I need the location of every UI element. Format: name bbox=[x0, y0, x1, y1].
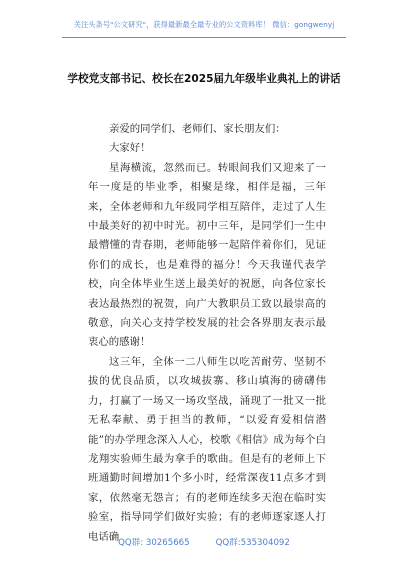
header-divider bbox=[62, 37, 346, 38]
greeting: 大家好！ bbox=[109, 142, 151, 155]
footer bbox=[0, 536, 408, 548]
header-banner: 关注头条号"公文研究"，获得最新最全最专业的公文资料库！ 微信：gongwenyj bbox=[73, 20, 335, 29]
document-title: 学校党支部书记、校长在2025届九年级毕业典礼上的讲话 bbox=[67, 73, 341, 85]
salutation: 亲爱的同学们、老师们、家长朋友们： bbox=[109, 123, 286, 135]
body-paragraph: 这三年，全体一二八师生以吃苦耐劳、坚韧不拔的优良品质，以攻城拔寨、移山填海的磅礴伟力，打赢了一场又一场攻坚战，涌现了一批又一批无私奉献、勇于担当的教师，“以爱育爱相信潜能”的办学理念深入人心，校歌《相信》成为每个白龙翔实验师生最为拿手的歌曲。但是有的老师上下班通勤时间增加1个多小时，经常深夜11点多才到家，依然毫无怨言；有的老师连续多天泡在临时实验室，指导同学们做好实验；有的老师逐家逐人打电话确 bbox=[88, 355, 326, 543]
qq-group-2: QQ群:535304092 bbox=[215, 538, 290, 548]
document-body bbox=[88, 120, 326, 547]
body-paragraph: 星海横流，忽然而已。转眼间我们又迎来了一年一度是的毕业季，相聚是缘，相伴是福，三年来，全体老师和九年级同学相互陪伴，走过了人生中最美好的初中时光。初中三年，是同学们一生中最懵懂的青春期，老师能够一起陪伴着你们，见证你们的成长，也是难得的福分！今天我谨代表学校，向全体毕业生送上最美好的祝愿，向各位家长表达最热烈的祝贺，向广大教职员工致以最崇高的敬意，向关心支持学校发展的社会各界朋友表示最衷心的感谢！ bbox=[88, 161, 326, 349]
qq-group-1: QQ群: 30265665 bbox=[118, 538, 190, 548]
